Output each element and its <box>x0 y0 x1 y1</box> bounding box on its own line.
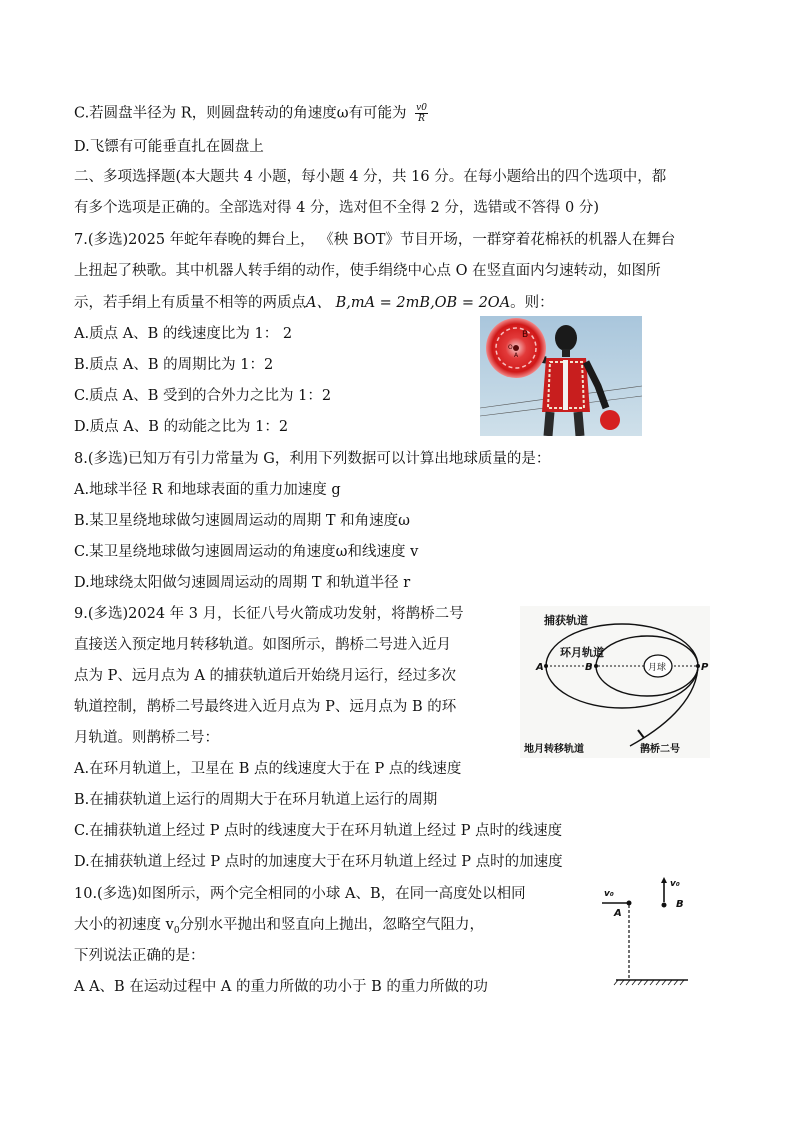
robot-photo-illustration <box>480 316 642 436</box>
q10-line2-sub: 0 <box>173 925 180 936</box>
q9-option-c: C.在捕获轨道上经过 P 点时的线速度大于在环月轨道上经过 P 点时的线速度 <box>74 823 563 839</box>
point-p-label: P <box>701 662 709 673</box>
q7-stem-line3 <box>74 293 554 313</box>
q7-robot-figure <box>480 316 642 436</box>
q6-option-d: D.飞镖有可能垂直扎在圆盘上 <box>74 139 264 155</box>
q9-stem-line3: 点为 P、远月点为 A 的捕获轨道后开始绕月运行，经过多次 <box>74 668 457 684</box>
projectile-diagram <box>598 874 698 990</box>
point-a-label: A <box>514 352 519 359</box>
q7-option-b: B.质点 A、B 的周期比为 1：2 <box>74 357 274 373</box>
orbit-diagram <box>520 606 710 758</box>
q10-stem-line2 <box>74 915 484 941</box>
transfer-orbit-label: 地月转移轨道 <box>524 744 584 755</box>
q7-option-a: A.质点 A、B 的线速度比为 1： 2 <box>74 326 293 342</box>
fraction-denominator: R <box>418 114 425 124</box>
q6-option-c-fraction <box>415 103 428 124</box>
q7-stem-line2: 上扭起了秧歌。其中机器人转手绢的动作，使手绢绕中心点 O 在竖直面内匀速转动，如图所 <box>74 263 661 279</box>
section2-line1: 二、多项选择题(本大题共 4 小题，每小题 4 分，共 16 分。在每小题给出的四个选项中，都 <box>74 169 667 185</box>
q6-option-c-text: C.若圆盘半径为 R，则圆盘转动的角速度ω有可能为 <box>74 105 407 122</box>
ball-b <box>662 903 667 908</box>
ball-a-label: A <box>614 908 622 919</box>
q7-line3-prefix: 示，若手绢上有质量不相等的两质点 <box>74 295 306 311</box>
ball-a <box>627 901 632 906</box>
q9-option-b: B.在捕获轨道上运行的周期大于在环月轨道上运行的周期 <box>74 792 438 808</box>
q9-stem-line5: 月轨道。则鹊桥二号： <box>74 730 219 746</box>
q9-orbit-figure <box>520 606 710 758</box>
second-handkerchief <box>600 410 620 430</box>
q7-stem-line1: 7.(多选)2025 年蛇年春晚的舞台上， 《秧 BOT》节目开场，一群穿着花棉袄的机器人在舞台 <box>74 232 676 248</box>
q10-projectile-figure <box>598 874 698 990</box>
capture-orbit-label: 捕获轨道 <box>544 614 588 627</box>
q9-option-d: D.在捕获轨道上经过 P 点时的加速度大于在环月轨道上经过 P 点时的加速度 <box>74 854 563 870</box>
robot-head <box>555 325 577 351</box>
q8-option-d: D.地球绕太阳做匀速圆周运动的周期 T 和轨道半径 r <box>74 575 411 591</box>
section2-line2: 有多个选项是正确的。全部选对得 4 分，选对但不全得 2 分，选错或不答得 0 分) <box>74 200 599 216</box>
point-b-dot <box>594 664 598 668</box>
q7-line3-suffix: 。则： <box>510 295 554 311</box>
q7-option-d: D.质点 A、B 的动能之比为 1：2 <box>74 419 289 435</box>
moon-label: 月球 <box>648 663 667 673</box>
point-b-label: B <box>522 330 529 340</box>
probe-label: 鹊桥二号 <box>640 744 680 755</box>
q10-line2-prefix: 大小的初速度 v <box>74 917 174 933</box>
q10-option-a: A A、B 在运动过程中 A 的重力所做的功小于 B 的重力所做的功 <box>74 979 488 995</box>
arrow-up-icon <box>661 877 667 883</box>
q10-stem-line3: 下列说法正确的是： <box>74 948 205 964</box>
q9-stem-line1: 9.(多选)2024 年 3 月，长征八号火箭成功发射，将鹊桥二号 <box>74 606 464 622</box>
velocity-b-label: v₀ <box>670 879 680 889</box>
q7-line3-math: A、 B,mA = 2mB,OB = 2OA <box>306 295 511 311</box>
jacket-trim <box>563 360 568 410</box>
point-a-dot <box>544 664 548 668</box>
fraction-numerator: v0 <box>416 103 427 113</box>
q7-option-c: C.质点 A、B 受到的合外力之比为 1：2 <box>74 388 332 404</box>
q9-stem-line2: 直接送入预定地月转移轨道。如图所示，鹊桥二号进入近月 <box>74 637 451 653</box>
q8-option-c: C.某卫星绕地球做匀速圆周运动的角速度ω和线速度 v <box>74 544 419 560</box>
q10-line2-suffix: 分别水平抛出和竖直向上抛出，忽略空气阻力， <box>179 917 485 933</box>
q9-option-a: A.在环月轨道上，卫星在 B 点的线速度大于在 P 点的线速度 <box>74 761 462 777</box>
q8-stem: 8.(多选)已知万有引力常量为 G，利用下列数据可以计算出地球质量的是： <box>74 451 551 467</box>
point-a-label: A <box>536 662 544 673</box>
q10-stem-line1: 10.(多选)如图所示，两个完全相同的小球 A、B，在同一高度处以相同 <box>74 886 526 902</box>
ball-b-label: B <box>676 899 684 910</box>
velocity-a-label: v₀ <box>604 889 614 899</box>
q6-option-c <box>74 103 428 124</box>
robot-neck <box>562 349 570 357</box>
lunar-orbit-label: 环月轨道 <box>560 646 604 659</box>
q8-option-b: B.某卫星绕地球做匀速圆周运动的周期 T 和角速度ω <box>74 513 410 529</box>
point-b-label: B <box>585 662 593 673</box>
q8-option-a: A.地球半径 R 和地球表面的重力加速度 g <box>74 482 341 498</box>
point-o-label: O <box>508 344 513 351</box>
q9-stem-line4: 轨道控制，鹊桥二号最终进入近月点为 P、远月点为 B 的环 <box>74 699 457 715</box>
point-o-dot <box>513 345 519 351</box>
figure-background <box>520 606 710 758</box>
